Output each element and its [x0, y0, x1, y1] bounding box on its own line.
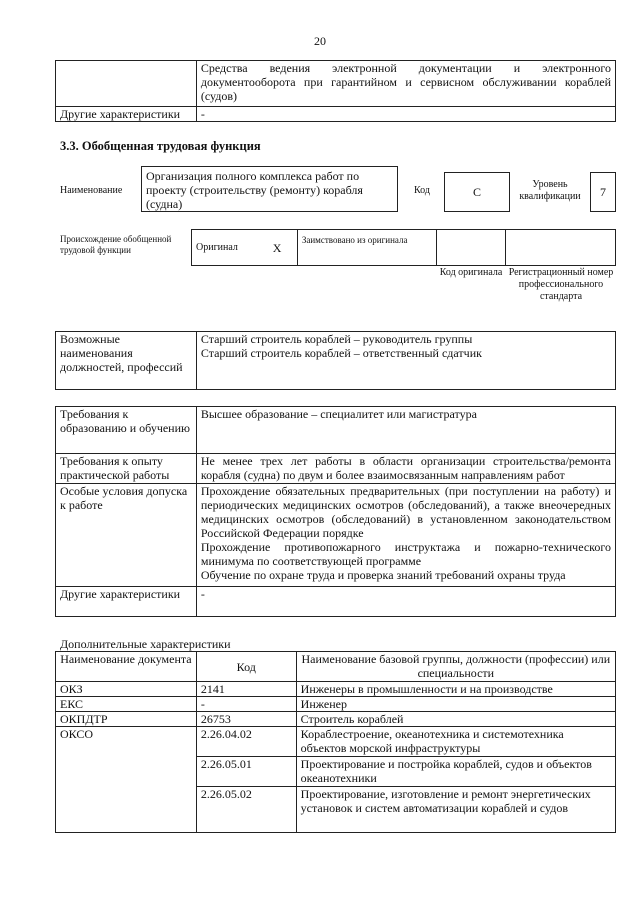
top-table-label: Другие характеристики [56, 107, 197, 122]
job-titles-label: Возможные наименования должностей, профессий [56, 332, 197, 390]
requirement-line: Прохождение обязательных предварительных (при поступлении на работу) и периодических медицинских осмотров (обследований), а также внеочередных медицинских осмотров (обследований) в установленном законодательством Российской Федерации порядке [200, 484, 611, 540]
requirement-label: Требования к опыту практической работы [56, 454, 197, 484]
function-name-box: Организация полного комплекса работ по проекту (строительству (ремонту) корабля (судна) [141, 166, 398, 212]
row-code: 2.26.05.02 [196, 787, 296, 833]
row-code: 2.26.05.01 [196, 757, 296, 787]
requirement-value: Не менее трех лет работы в области организации строительства/ремонта корабля (судна) по двум и более взаимосвязанным направлениям работ [196, 454, 615, 484]
origin-code-cell [436, 230, 506, 266]
table-row [56, 682, 616, 697]
row-doc: ОКЗ [56, 682, 197, 697]
header-document: Наименование документа [56, 652, 197, 682]
table-row [56, 712, 616, 727]
row-code: 2141 [196, 682, 296, 697]
requirements-row [56, 407, 616, 454]
top-table-row [56, 107, 616, 122]
header-name: Наименование базовой группы, должности (профессии) или специальности [296, 652, 615, 682]
row-name: Кораблестроение, океанотехника и системотехника объектов морской инфраструктуры [296, 727, 615, 757]
borrowed-label: Заимствовано из оригинала [297, 230, 436, 266]
top-table-row [56, 61, 616, 107]
code-caption: Код оригинала [439, 267, 503, 278]
job-title-item: Старший строитель кораблей – ответственный сдатчик [200, 346, 482, 360]
section-title: 3.3. Обобщенная трудовая функция [60, 139, 261, 153]
header-code: Код [196, 652, 296, 682]
requirements-row [56, 454, 616, 484]
level-box: 7 [590, 172, 616, 212]
additional-title: Дополнительные характеристики [60, 637, 231, 651]
origin-reg-cell [506, 230, 616, 266]
code-label: Код [414, 185, 430, 196]
top-table-value: - [196, 107, 615, 122]
name-label: Наименование [60, 185, 123, 196]
row-code: 26753 [196, 712, 296, 727]
requirements-row [56, 587, 616, 617]
row-name: Проектирование, изготовление и ремонт энергетических установок и систем автоматизации кораблей и судов [296, 787, 615, 833]
origin-label: Происхождение обобщенной трудовой функции [60, 234, 172, 255]
requirement-label: Требования к образованию и обучению [56, 407, 197, 454]
row-doc: ОКСО [56, 727, 197, 833]
original-label: Оригинал [192, 230, 258, 266]
requirements-row [56, 484, 616, 587]
row-doc: ЕКС [56, 697, 197, 712]
additional-table [55, 651, 616, 833]
row-name: Строитель кораблей [296, 712, 615, 727]
page-number: 20 [314, 34, 326, 48]
additional-header-row [56, 652, 616, 682]
requirements-table [55, 406, 616, 617]
original-mark: X [257, 230, 297, 266]
top-table-value: Средства ведения электронной документации и электронного документооборота при гарантийном и сервисном обслуживании кораблей (судов) [196, 61, 615, 107]
code-box: C [444, 172, 510, 212]
requirement-label: Особые условия допуска к работе [56, 484, 197, 587]
row-code: - [196, 697, 296, 712]
reg-caption: Регистрационный номер профессионального стандарта [508, 267, 614, 302]
row-name: Инженер [296, 697, 615, 712]
row-name: Инженеры в промышленности и на производстве [296, 682, 615, 697]
row-doc: ОКПДТР [56, 712, 197, 727]
job-titles-table [55, 331, 616, 390]
requirement-line: Обучение по охране труда и проверка знаний требований охраны труда [200, 568, 566, 582]
origin-table [191, 229, 616, 266]
top-table [55, 60, 616, 122]
job-title-item: Старший строитель кораблей – руководитель группы [200, 332, 473, 346]
row-name: Проектирование и постройка кораблей, судов и объектов океанотехники [296, 757, 615, 787]
requirement-value: - [196, 587, 615, 617]
table-row [56, 727, 616, 757]
level-label: Уровень квалификации [519, 179, 581, 202]
requirement-line: Прохождение противопожарного инструктажа и пожарно-технического минимума по соответствующей программе [200, 540, 611, 568]
row-code: 2.26.04.02 [196, 727, 296, 757]
requirement-label: Другие характеристики [56, 587, 197, 617]
table-row [56, 697, 616, 712]
top-table-label [56, 61, 197, 107]
requirement-value: Высшее образование – специалитет или магистратура [196, 407, 615, 454]
